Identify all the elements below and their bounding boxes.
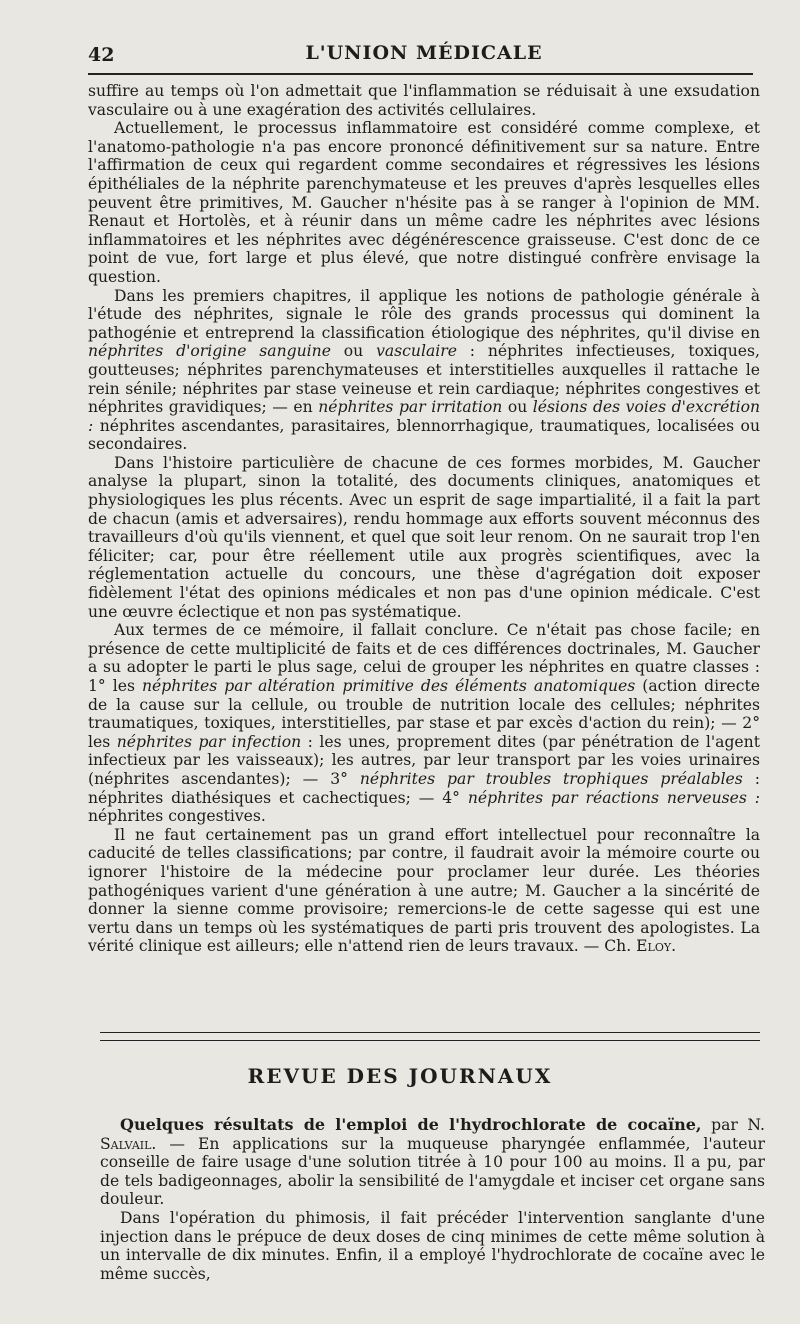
section-divider — [100, 1032, 760, 1041]
paragraph-2: Actuellement, le processus inflammatoire est considéré comme complexe, et l'anatomo-pathologie n'a pas encore prononcé définitivement sur sa nature. Entre l'affirmation de ceux qui regardent comme secondaires et régressives les lésions épithéliales de la néphrite parenchymateuse et les preuves d'après lesquelles elles peuvent être primitives, M. Gaucher n'hésite pas à se ranger à l'opinion de MM. Renaut et Hortolès, et à réunir dans un même cadre les néphrites avec lésions inflammatoires et les néphrites avec dégénérescence graisseuse. C'est donc de ce point de vue, fort large et plus élevé, que notre distingué confrère envisage la question. — [88, 119, 760, 286]
text-run: ou — [502, 398, 533, 417]
italic-term: vasculaire — [376, 342, 457, 361]
section-body — [100, 1116, 765, 1283]
paragraph-3 — [88, 287, 760, 454]
article-body — [88, 82, 760, 956]
italic-term: néphrites par altération primitive des éléments anatomiques — [142, 677, 636, 695]
text-run: Il ne faut certainement pas un grand effort intellectuel pour reconnaître la caducité de telles classifications; par contre, il faudrait avoir la mémoire courte ou ignorer l'histoire de la médecine pour proclamer leur durée. Les théories pathogéniques varient d'une génération à une autre; M. Gaucher a la sincérité de donner la sienne comme provisoire; remercions-le de cette sagesse qui est une vertu dans un temps où les systématiques de parti pris trouvent des apologistes. La vérité clinique est ailleurs; elle n'attend rien de leurs travaux. — Ch. — [88, 825, 760, 956]
italic-term: néphrites par infection — [116, 732, 302, 751]
text-run: ou — [330, 342, 377, 361]
italic-term: néphrites d'origine sanguine — [88, 342, 331, 361]
paragraph-5 — [88, 621, 760, 826]
text-run: : néphrites infectieuses, toxiques, goutteuses; néphrites parenchymateuses et interstitielles auxquelles il rattache le rein sénile; néphrites par stase veineuse et rein cardiaque; néphrites congestives et néphrites gravidiques; — en — [88, 342, 760, 417]
text-run: Aux termes de ce mémoire, il fallait conclure. Ce n'était pas chose facile; en présence de cette multiplicité de faits et de ces différences doctrinales, M. Gaucher a su adopter le parti le plus sage, celui de grouper les néphrites en quatre classes : 1° les — [88, 621, 760, 695]
italic-term: néphrites par irritation — [318, 398, 503, 417]
paragraph-6 — [88, 826, 760, 956]
paragraph-1: suffire au temps où l'on admettait que l'inflammation se réduisait à une exsudation vasculaire ou à une exagération des activités cellulaires. — [88, 82, 760, 119]
page-number: 42 — [88, 44, 115, 66]
italic-term: lésions des voies d'excrétion : — [88, 398, 761, 435]
italic-term: néphrites par troubles trophiques préalables — [359, 769, 743, 788]
text-run: : les unes, proprement dites (par pénétration de l'agent infectieux par les vaisseaux); les autres, par leur transport par les voies urinaires (néphrites ascendantes); — 3° — [88, 732, 760, 788]
text-run: (action directe de la cause sur la cellule, ou trouble de nutrition locale des cellules; néphrites traumatiques, toxiques, interstitielles, par stase et par excès d'action du rein); — 2° les — [88, 677, 760, 751]
section-paragraph-2: Dans l'opération du phimosis, il fait précéder l'intervention sanglante d'une injection dans le prépuce de deux doses de cinq minimes de cette même solution à un intervalle de dix minutes. Enfin, il a employé l'hydrochlorate de cocaïne avec le même succès, — [100, 1208, 765, 1283]
page-header — [88, 40, 760, 70]
author-signature: Eloy. — [636, 937, 677, 956]
article-author: Salvail. — [100, 1134, 157, 1153]
paragraph-4: Dans l'histoire particulière de chacune de ces formes morbides, M. Gaucher analyse la plupart, sinon la totalité, des documents cliniques, anatomiques et physiologiques les plus récents. Avec un esprit de sage impartialité, il a fait la part de chacun (amis et adversaires), rendu hommage aux efforts souvent méconnus des travailleurs d'où qu'ils viennent, et quel que soit leur renom. On ne saurait trop l'en féliciter; car, pour être réellement utile aux progrès scientifiques, avec la réglementation actuelle du concours, une thèse d'agrégation doit exposer fidèlement l'état des opinions médicales et non pas d'une opinion médicale. C'est une œuvre éclectique et non pas systématique. — [88, 453, 760, 621]
article-title: Quelques résultats de l'emploi de l'hydrochlorate de cocaïne, — [120, 1115, 702, 1134]
text-run: Dans les premiers chapitres, il applique les notions de pathologie générale à l'étude des néphrites, signale le rôle des grands processus qui dominent la pathogénie et entreprend la classification étiologique des néphrites, qu'il divise en — [88, 286, 760, 342]
text-run: par N. — [701, 1116, 765, 1134]
text-run: néphrites congestives. — [88, 807, 266, 826]
header-rule — [88, 73, 753, 75]
section-title: REVUE DES JOURNAUX — [247, 1064, 553, 1088]
text-run: : néphrites diathésiques et cachectiques; — 4° — [88, 769, 760, 807]
italic-term: néphrites par réactions nerveuses : — [467, 788, 760, 807]
text-run: néphrites ascendantes, parasitaires, blennorrhagique, traumatiques, localisées ou secondaires. — [88, 416, 760, 454]
text-run: — En applications sur la muqueuse pharyngée enflammée, l'auteur conseille de faire usage d'une solution titrée à 10 pour 100 au moins. Il a pu, par de tels badigeonnages, abolir la sensibilité de l'amygdale et inciser cet organe sans douleur. — [100, 1134, 765, 1209]
running-title: L'UNION MÉDICALE — [305, 42, 543, 64]
section-paragraph-1 — [100, 1116, 765, 1209]
